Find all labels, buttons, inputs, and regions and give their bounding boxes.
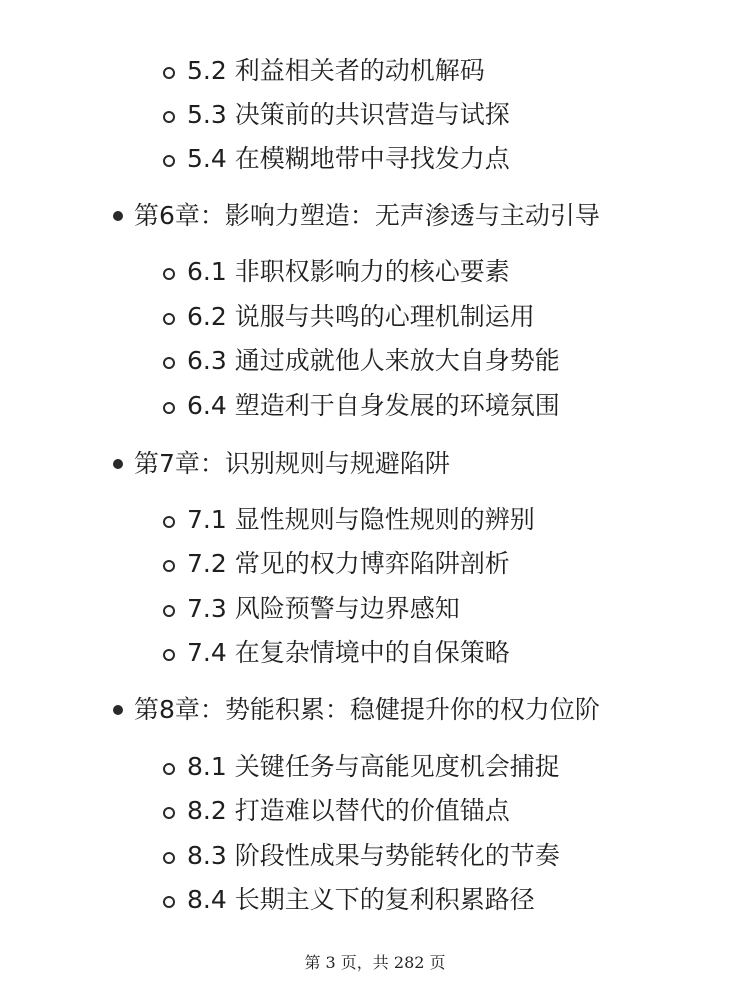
section-6-2: 6.2 说服与共鸣的心理机制运用 [187, 302, 535, 331]
page-number-footer: 第 3 页，共 282 页 [304, 953, 446, 972]
section-8-4: 8.4 长期主义下的复利积累路径 [187, 885, 535, 914]
section-8-2: 8.2 打造难以替代的价值锚点 [187, 796, 510, 825]
chapter-8-heading: 第8章：势能积累：稳健提升你的权力位阶 [134, 695, 600, 724]
chapter-7-heading: 第7章：识别规则与规避陷阱 [134, 449, 450, 478]
section-8-1: 8.1 关键任务与高能见度机会捕捉 [187, 752, 560, 781]
filled-bullet-icon [113, 211, 123, 221]
hollow-bullet-icon [163, 402, 175, 414]
hollow-bullet-icon [163, 155, 175, 167]
hollow-bullet-icon [163, 111, 175, 123]
hollow-bullet-icon [163, 852, 175, 864]
section-7-1: 7.1 显性规则与隐性规则的辨别 [187, 505, 535, 534]
hollow-bullet-icon [163, 605, 175, 617]
hollow-bullet-icon [163, 649, 175, 661]
section-5-2: 5.2 利益相关者的动机解码 [187, 56, 485, 85]
section-5-4: 5.4 在模糊地带中寻找发力点 [187, 144, 510, 173]
hollow-bullet-icon [163, 896, 175, 908]
hollow-bullet-icon [163, 560, 175, 572]
filled-bullet-icon [113, 705, 123, 715]
hollow-bullet-icon [163, 807, 175, 819]
section-7-4: 7.4 在复杂情境中的自保策略 [187, 638, 510, 667]
section-6-1: 6.1 非职权影响力的核心要素 [187, 257, 510, 286]
section-6-4: 6.4 塑造利于自身发展的环境氛围 [187, 391, 560, 420]
hollow-bullet-icon [163, 67, 175, 79]
hollow-bullet-icon [163, 313, 175, 325]
hollow-bullet-icon [163, 357, 175, 369]
filled-bullet-icon [113, 459, 123, 469]
section-6-3: 6.3 通过成就他人来放大自身势能 [187, 346, 560, 375]
section-5-3: 5.3 决策前的共识营造与试探 [187, 100, 510, 129]
hollow-bullet-icon [163, 268, 175, 280]
section-7-2: 7.2 常见的权力博弈陷阱剖析 [187, 549, 510, 578]
hollow-bullet-icon [163, 763, 175, 775]
hollow-bullet-icon [163, 516, 175, 528]
chapter-6-heading: 第6章：影响力塑造：无声渗透与主动引导 [134, 201, 600, 230]
section-7-3: 7.3 风险预警与边界感知 [187, 594, 460, 623]
section-8-3: 8.3 阶段性成果与势能转化的节奏 [187, 841, 560, 870]
